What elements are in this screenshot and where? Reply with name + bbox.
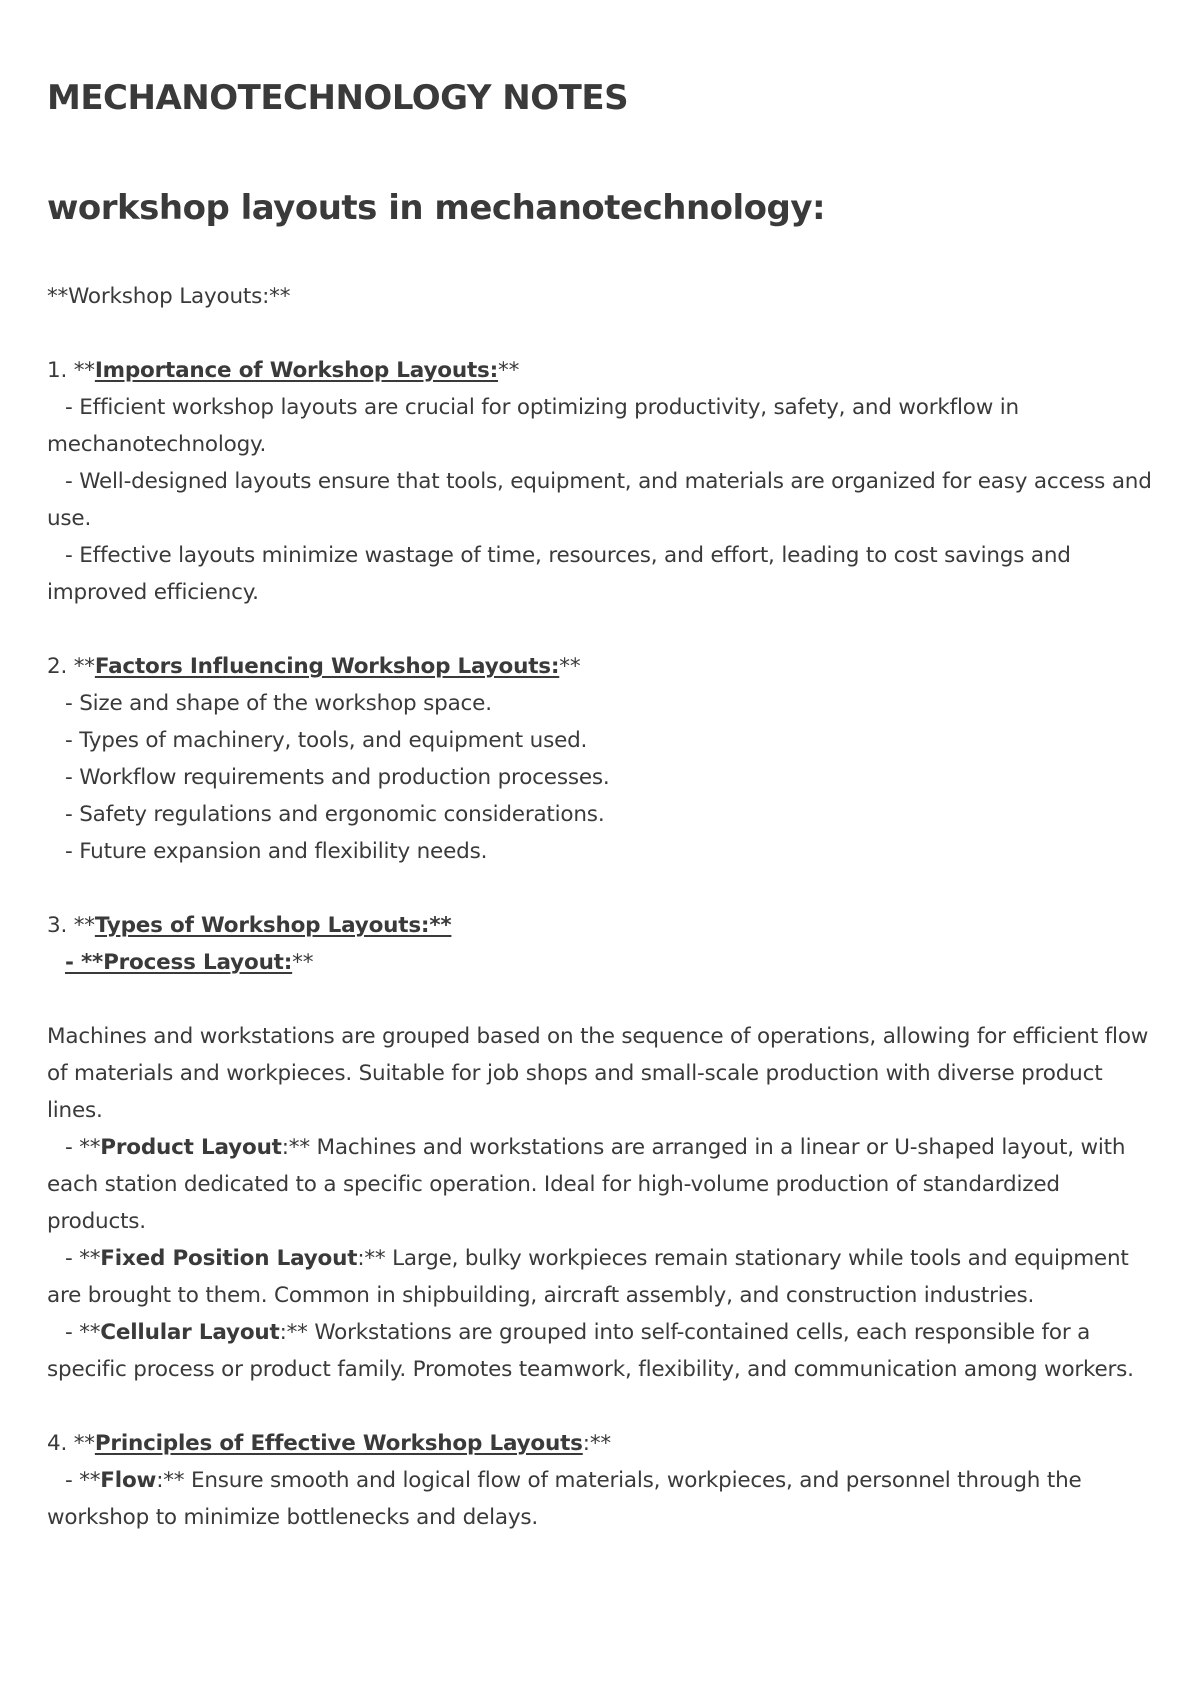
section-3-title: Types of Workshop Layouts:** — [94, 913, 452, 938]
document-body — [47, 278, 1162, 1536]
product-layout-label: Product Layout — [100, 1135, 282, 1160]
page-subtitle: workshop layouts in mechanotechnology: — [47, 188, 826, 228]
list-item: - Size and shape of the workshop space. — [65, 691, 492, 716]
section-2-title: Factors Influencing Workshop Layouts: — [94, 654, 560, 679]
section-1-title: Importance of Workshop Layouts: — [94, 358, 499, 383]
intro-line: **Workshop Layouts:** — [47, 284, 291, 309]
section-3-heading: 3. **Types of Workshop Layouts:** — [47, 913, 452, 938]
section-4-title: Principles of Effective Workshop Layouts — [94, 1431, 583, 1456]
list-item: - Efficient workshop layouts are crucial for optimizing productivity, safety, and workflow in mechanotechnology. — [47, 395, 1019, 457]
flow-label: Flow — [100, 1468, 157, 1493]
section-2-heading: 2. **Factors Influencing Workshop Layouts:** — [47, 654, 581, 679]
section-1-heading: 1. **Importance of Workshop Layouts:** — [47, 358, 520, 383]
process-layout-text: Machines and workstations are grouped based on the sequence of operations, allowing for efficient flow of materials and workpieces. Suitable for job shops and small-scale production with diverse product lines. — [47, 1024, 1149, 1123]
flow-item: - **Flow:** Ensure smooth and logical flow of materials, workpieces, and personnel through the workshop to minimize bottlenecks and delays. — [47, 1468, 1082, 1530]
list-item: - Workflow requirements and production processes. — [65, 765, 610, 790]
section-4-heading: 4. **Principles of Effective Workshop Layouts:** — [47, 1431, 611, 1456]
cellular-layout-item: - **Cellular Layout:** Workstations are grouped into self-contained cells, each responsible for a specific process or product family. Promotes teamwork, flexibility, and communication among workers. — [47, 1320, 1134, 1382]
cellular-layout-label: Cellular Layout — [100, 1320, 280, 1345]
list-item: - Future expansion and flexibility needs. — [65, 839, 488, 864]
list-item: - Safety regulations and ergonomic considerations. — [65, 802, 605, 827]
fixed-position-layout-item: - **Fixed Position Layout:** Large, bulky workpieces remain stationary while tools and equipment are brought to them. Common in shipbuilding, aircraft assembly, and construction industries. — [47, 1246, 1129, 1308]
fixed-position-layout-label: Fixed Position Layout — [100, 1246, 358, 1271]
list-item: - Types of machinery, tools, and equipment used. — [65, 728, 588, 753]
page-title: MECHANOTECHNOLOGY NOTES — [47, 78, 629, 118]
list-item: - Effective layouts minimize wastage of time, resources, and effort, leading to cost savings and improved efficiency. — [47, 543, 1071, 605]
process-layout-heading: - **Process Layout:** — [65, 950, 314, 975]
list-item: - Well-designed layouts ensure that tools, equipment, and materials are organized for easy access and use. — [47, 469, 1152, 531]
product-layout-item: - **Product Layout:** Machines and workstations are arranged in a linear or U-shaped layout, with each station dedicated to a specific operation. Ideal for high-volume production of standardized products. — [47, 1135, 1126, 1234]
